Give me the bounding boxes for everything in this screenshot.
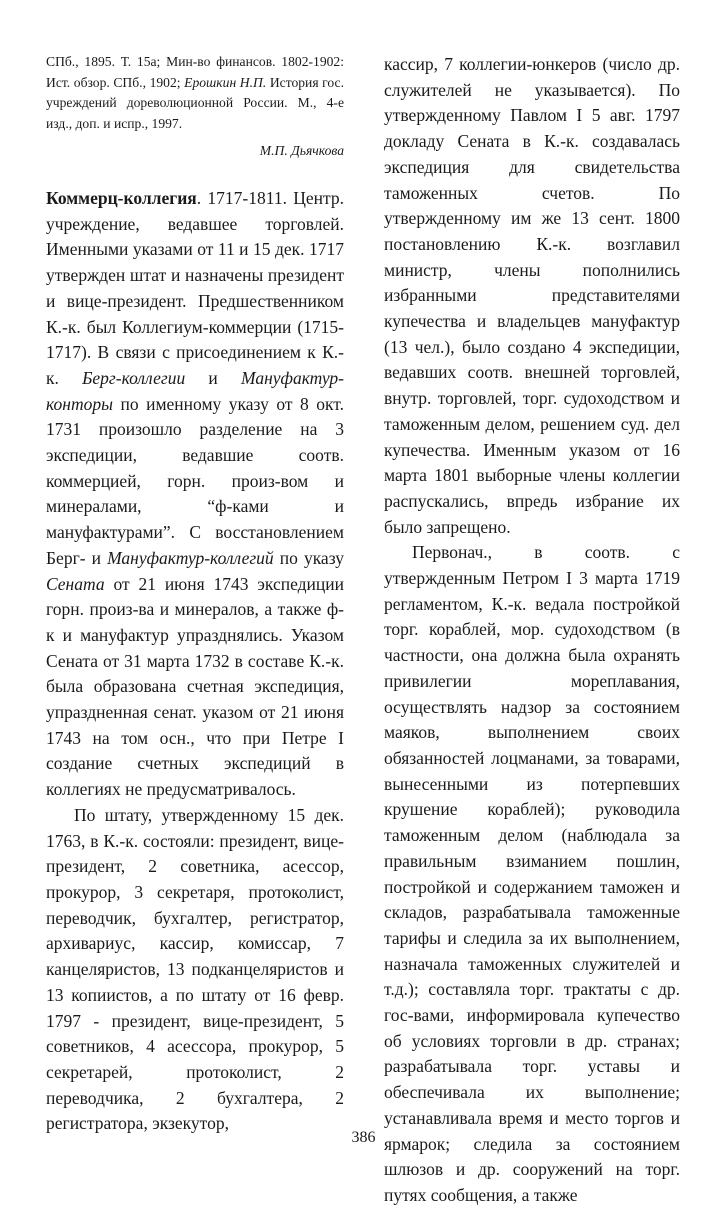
page-number: 386 [351, 1129, 376, 1146]
right-column [384, 52, 680, 1209]
article-author-signature: М.П. Дьячкова [259, 143, 344, 158]
entry-paragraph-2: По штату, утвержденному 15 дек. 1763, в К.-к. состояли: президент, вице-президент, 2 советника, асессор, прокурор, 3 секретаря, протоколист, переводчик, бухгалтер, регистратор, архивариус, кассир, комиссар, 7 канцеляристов, 13 подканцеляристов и 13 копиистов, а по штату от 16 февр. 1797 - президент, вице-президент, 5 советников, 4 асессора, прокурор, 5 секретарей, протоколист, 2 переводчика, 2 бухгалтера, 2 регистратора, экзекутор, [46, 804, 344, 1134]
bibliography-reference: СПб., 1895. Т. 15а; Мин-во финансов. 1802-1902: Ист. обзор. СПб., 1902; Ерошкин Н.П. История гос. учреждений дореволюционной России. М., 4-е изд., доп. и испр., 1997. [46, 54, 344, 131]
entry-paragraph-4: Первонач., в соотв. с утвержденным Петром I 3 марта 1719 регламентом, К.-к. ведала постройкой торг. кораблей, мор. судоходством (в частности, она должна была охранять привилегии мореплавания, осуществлять надзор за состоянием маяков, выполнением своих обязанностей лоцманами, за товарами, вынесенными из потерпевших крушение кораблей); руководила таможенным делом (наблюдала за правильным взиманием пошлин, постройкой и содержанием таможен и складов, разрабатывала таможенные тарифы и следила за их выполнением, назначала таможенных служителей и т.д.); составляла торг. трактаты с др. гос-вами, информировала купечество об условиях торговли в др. странах; разрабатывала торг. уставы и обеспечивала их выполнение; устанавливала время и место торгов и ярмарок; следила за состоянием шлюзов и др. сооружений на торг. путях сообщения, а также [384, 542, 680, 1205]
entry-paragraph-1: Коммерц-коллегия. 1717-1811. Центр. учреждение, ведавшее торговлей. Именными указами от 11 и 15 дек. 1717 утвержден штат и назначены президент и вице-президент. Предшественником К.-к. был Коллегиум-коммерции (1715-1717). В связи с присоединением к К.-к. Берг-коллегии и Мануфактур-конторы по именному указу от 8 окт. 1731 произошло разделение на 3 экспедиции, ведавшие соотв. коммерцией, горн. произ-вом и минералами, “ф-ками и мануфактурами”. С восстановлением Берг- и Мануфактур-коллегий по указу Сената от 21 июня 1743 экспедиции горн. произ-ва и минералов, а также ф-к и мануфактур упразднялись. Указом Сената от 31 марта 1732 в составе К.-к. была образована счетная экспедиция, упраздненная сенат. указом от 21 июня 1743 на том осн., что при Петре I создание счетных экспедиций в коллегиях не предусматривалось. [46, 188, 344, 800]
entry-paragraph-3: кассир, 7 коллегии-юнкеров (число др. служителей не указывается). По утвержденному Павлом I 5 авг. 1797 докладу Сената в К.-к. создавалась экспедиция для свидетельства таможенных счетов. По утвержденному им же 13 сент. 1800 постановлению К.-к. возглавил министр, члены пополнились избранными представителями купечества и владельцев мануфактур (13 чел.), было создано 4 экспедиции, ведавших соотв. внешней торговлей, внутр. торговлей, торг. судоходством и таможенным делом, решением суд. дел купечества. Именным указом от 16 марта 1801 выборные члены коллегии распускались, впредь избрание их было запрещено. [384, 54, 680, 537]
bibliography-author: Ерошкин Н.П. [184, 74, 267, 90]
entry-term: Коммерц-коллегия [46, 188, 197, 208]
left-column [46, 52, 344, 1137]
